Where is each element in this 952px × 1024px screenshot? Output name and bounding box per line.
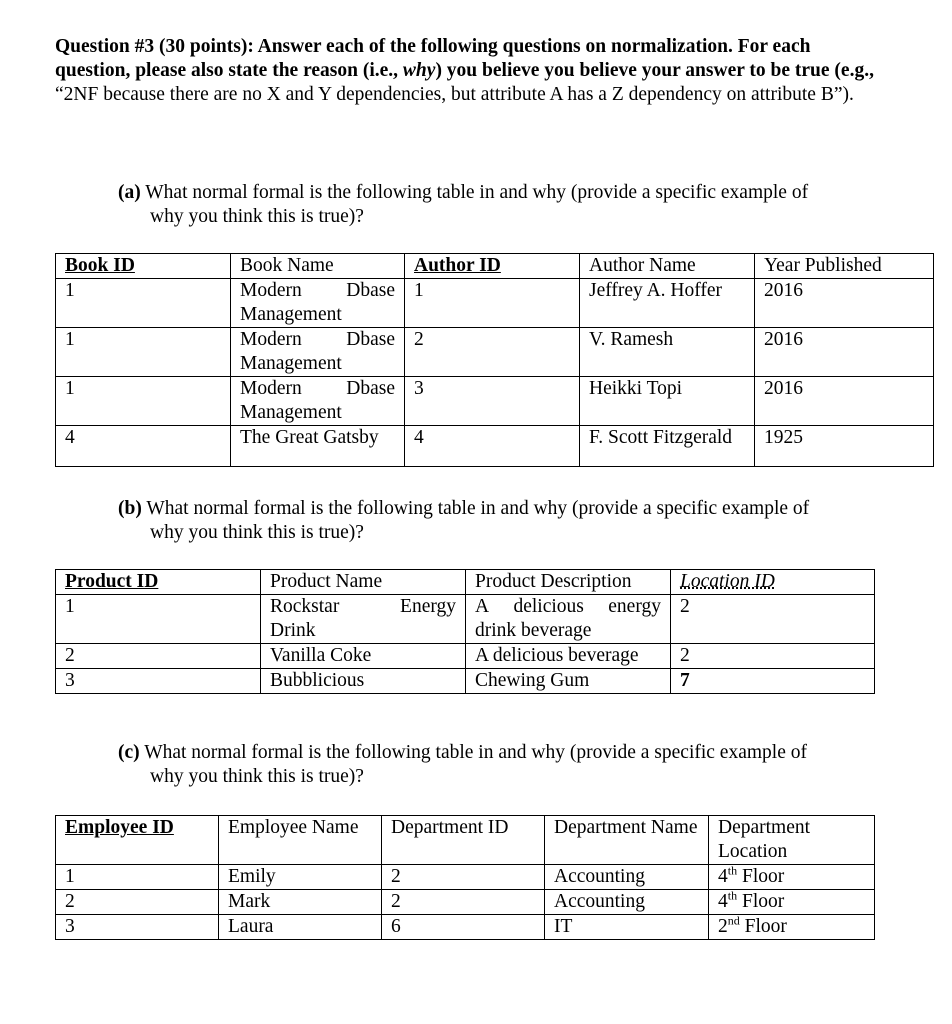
col-header-department-name: Department Name (545, 816, 709, 865)
cell-product-id: 3 (56, 669, 261, 694)
cell-year: 2016 (755, 328, 934, 377)
table-header-row (56, 254, 934, 279)
cell-employee-name: Laura (219, 915, 382, 940)
cell-author-name: F. Scott Fitzgerald (580, 426, 755, 467)
cell-author-id: 3 (405, 377, 580, 426)
table-row (56, 669, 875, 694)
cell-author-name: V. Ramesh (580, 328, 755, 377)
cell-product-description: A delicious energy drink beverage (466, 595, 671, 644)
table-row (56, 328, 934, 377)
part-a-prompt (118, 181, 888, 229)
cell-location-id: 2 (671, 644, 875, 669)
question-heading-text: Question #3 (30 points): Answer each of the following questions on normalization. For each question, please also state the reason (i.e., (55, 36, 811, 81)
cell-book-name: Modern Dbase Management (231, 279, 405, 328)
cell-book-name: Modern Dbase Management (231, 377, 405, 426)
table-row (56, 644, 875, 669)
cell-year: 2016 (755, 377, 934, 426)
col-header-author-id: Author ID (405, 254, 580, 279)
table-header-row (56, 816, 875, 865)
cell-book-name: Modern Dbase Management (231, 328, 405, 377)
question-heading-tail: ) you believe you believe your answer to be true (e.g., (435, 60, 874, 81)
cell-department-id: 2 (382, 865, 545, 890)
part-a-label: (a) (118, 182, 141, 203)
table-header-row (56, 570, 875, 595)
col-header-product-name: Product Name (261, 570, 466, 595)
question-example: “2NF because there are no X and Y dependencies, but attribute A has a Z dependency on attribute B”). (55, 84, 854, 105)
table-row (56, 279, 934, 328)
cell-book-id: 1 (56, 377, 231, 426)
col-header-year-published: Year Published (755, 254, 934, 279)
table-row (56, 915, 875, 940)
table-row (56, 426, 934, 467)
cell-product-id: 2 (56, 644, 261, 669)
cell-department-location: 4th Floor (709, 890, 875, 915)
cell-year: 2016 (755, 279, 934, 328)
col-header-author-name: Author Name (580, 254, 755, 279)
cell-employee-id: 2 (56, 890, 219, 915)
cell-product-name: Vanilla Coke (261, 644, 466, 669)
col-header-product-id: Product ID (56, 570, 261, 595)
cell-year: 1925 (755, 426, 934, 467)
part-b-text-line1: What normal formal is the following table in and why (provide a specific example of (146, 498, 810, 519)
cell-product-name: Rockstar Energy Drink (261, 595, 466, 644)
cell-department-location: 4th Floor (709, 865, 875, 890)
cell-location-id: 2 (671, 595, 875, 644)
product-table (55, 569, 875, 694)
cell-location-id: 7 (671, 669, 875, 694)
cell-product-description: Chewing Gum (466, 669, 671, 694)
part-b-prompt (118, 497, 888, 545)
part-b-text-line2: why you think this is true)? (150, 522, 364, 543)
cell-author-name: Heikki Topi (580, 377, 755, 426)
part-c-label: (c) (118, 742, 140, 763)
col-header-book-name: Book Name (231, 254, 405, 279)
cell-employee-id: 3 (56, 915, 219, 940)
employee-table (55, 815, 875, 940)
cell-employee-id: 1 (56, 865, 219, 890)
col-header-location-id: Location ID (671, 570, 875, 595)
cell-book-name: The Great Gatsby (231, 426, 405, 467)
cell-author-id: 2 (405, 328, 580, 377)
table-row (56, 890, 875, 915)
col-header-book-id: Book ID (56, 254, 231, 279)
part-a-text-line1: What normal formal is the following table in and why (provide a specific example of (145, 182, 809, 203)
cell-employee-name: Emily (219, 865, 382, 890)
table-row (56, 595, 875, 644)
col-header-employee-id: Employee ID (56, 816, 219, 865)
cell-department-location: 2nd Floor (709, 915, 875, 940)
cell-department-id: 6 (382, 915, 545, 940)
cell-department-name: Accounting (545, 865, 709, 890)
col-header-product-description: Product Description (466, 570, 671, 595)
book-table (55, 253, 934, 467)
part-c-text-line2: why you think this is true)? (150, 766, 364, 787)
cell-book-id: 1 (56, 328, 231, 377)
col-header-department-id: Department ID (382, 816, 545, 865)
part-c-prompt (118, 741, 888, 789)
cell-book-id: 4 (56, 426, 231, 467)
cell-product-id: 1 (56, 595, 261, 644)
cell-product-name: Bubblicious (261, 669, 466, 694)
part-c-text-line1: What normal formal is the following table in and why (provide a specific example of (144, 742, 807, 763)
cell-author-id: 4 (405, 426, 580, 467)
cell-employee-name: Mark (219, 890, 382, 915)
cell-book-id: 1 (56, 279, 231, 328)
cell-author-id: 1 (405, 279, 580, 328)
table-row (56, 865, 875, 890)
part-a-text-line2: why you think this is true)? (150, 206, 364, 227)
table-row (56, 377, 934, 426)
cell-department-name: IT (545, 915, 709, 940)
col-header-department-location: Department Location (709, 816, 875, 865)
cell-department-id: 2 (382, 890, 545, 915)
col-header-employee-name: Employee Name (219, 816, 382, 865)
cell-department-name: Accounting (545, 890, 709, 915)
cell-author-name: Jeffrey A. Hoffer (580, 279, 755, 328)
cell-product-description: A delicious beverage (466, 644, 671, 669)
part-b-label: (b) (118, 498, 142, 519)
question-heading (55, 35, 885, 107)
question-why: why (402, 60, 436, 81)
